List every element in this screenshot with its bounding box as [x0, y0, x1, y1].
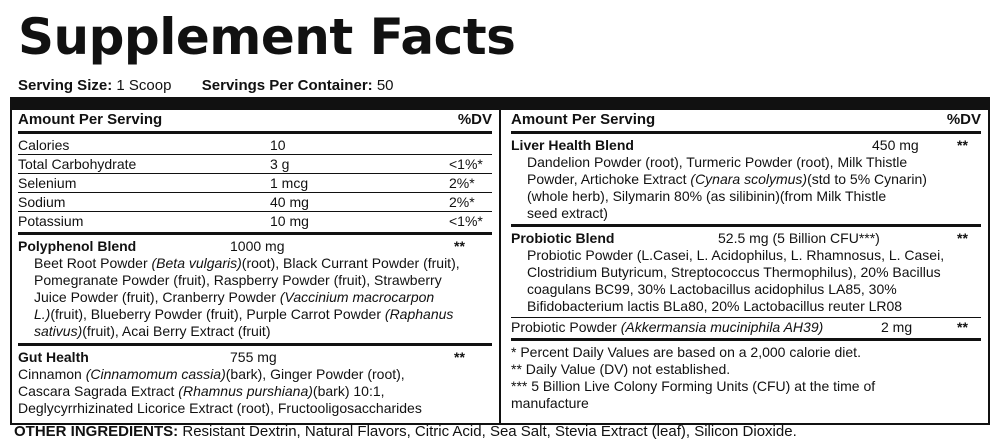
nutrient-row: [18, 136, 492, 155]
ingredient-line: Probiotic Powder (L.Casei, L. Acidophilus, L. Rhamnosus, L. Casei,: [527, 247, 945, 263]
probiotic-blend-dv: **: [957, 230, 968, 246]
probiotic-blend: [511, 230, 981, 315]
ingredient-line: Deglycyrrhizinated Licorice Extract (root), Fructooligosaccharides: [18, 400, 422, 416]
footnote: *** 5 Billion Live Colony Forming Units (CFU) at the time of: [511, 378, 876, 394]
gut-health-amount: 755 mg: [230, 349, 277, 365]
footnotes: [511, 344, 981, 412]
column-divider: [499, 108, 501, 425]
gut-health-dv: **: [454, 349, 465, 365]
polyphenol-blend-ingredients: [18, 255, 492, 340]
dv-heading: %DV: [946, 111, 981, 128]
amount-per-serving-heading: Amount Per Serving: [511, 111, 656, 128]
nutrient-amount: 10: [270, 137, 286, 153]
left-header: [18, 110, 492, 130]
section-rule: [511, 224, 981, 227]
section-rule: [18, 232, 492, 235]
other-ingredients-label: OTHER INGREDIENTS:: [14, 423, 179, 440]
polyphenol-blend-name: Polyphenol Blend: [18, 238, 137, 254]
nutrient-dv: <1%*: [449, 156, 483, 172]
ingredient-line: Cinnamon (Cinnamomum cassia)(bark), Ginger Powder (root),: [18, 366, 405, 382]
polyphenol-blend-dv: **: [454, 238, 465, 254]
other-ingredients: [14, 422, 797, 442]
ingredient-line: sativus)(fruit), Acai Berry Extract (fruit): [34, 323, 271, 339]
servings-per-container-value: 50: [376, 77, 394, 94]
nutrient-row: [18, 193, 492, 212]
nutrient-amount: 1 mcg: [270, 175, 309, 191]
footnote: ** Daily Value (DV) not established.: [511, 361, 731, 377]
liver-health-blend: [511, 137, 981, 222]
serving-size-value: 1 Scoop: [116, 77, 172, 94]
nutrient-row: [18, 155, 492, 174]
header-rule: [18, 131, 492, 134]
right-header: [511, 110, 981, 130]
section-rule: [511, 338, 981, 341]
akkermansia-species: (Akkermansia muciniphila AH39): [620, 319, 824, 335]
ingredient-line: Pomegranate Powder (fruit), Raspberry Powder (fruit), Strawberry: [34, 272, 442, 288]
row-rule: [511, 317, 981, 318]
nutrient-amount: 10 mg: [270, 213, 309, 229]
gut-health-name: Gut Health: [18, 349, 89, 365]
ingredient-line: Dandelion Powder (root), Turmeric Powder (root), Milk Thistle: [527, 154, 908, 170]
liver-health-name: Liver Health Blend: [511, 137, 634, 153]
nutrient-row: [18, 212, 492, 230]
nutrient-dv: <1%*: [449, 213, 483, 229]
akkermansia-dv: **: [957, 319, 968, 335]
serving-size-label: Serving Size:: [18, 77, 113, 94]
top-rule: [10, 97, 990, 108]
liver-health-ingredients: [511, 154, 981, 222]
nutrient-dv: 2%*: [449, 194, 475, 210]
ingredient-line: Powder, Artichoke Extract (Cynara scolymus)(std to 5% Cynarin): [527, 171, 927, 187]
nutrient-amount: 40 mg: [270, 194, 309, 210]
ingredient-line: Beet Root Powder (Beta vulgaris)(root), Black Currant Powder (fruit),: [34, 255, 460, 271]
dv-heading: %DV: [457, 111, 492, 128]
footnote: * Percent Daily Values are based on a 2,000 calorie diet.: [511, 344, 861, 360]
ingredient-line: Juice Powder (fruit), Cranberry Powder (Vaccinium macrocarpon: [34, 289, 435, 305]
left-column: [18, 110, 492, 417]
probiotic-blend-ingredients: [511, 247, 981, 315]
page-title: Supplement Facts: [18, 8, 516, 66]
ingredient-line: Cascara Sagrada Extract (Rhamnus purshiana)(bark) 10:1,: [18, 383, 385, 399]
amount-per-serving-heading: Amount Per Serving: [18, 111, 163, 128]
right-column: [511, 110, 981, 412]
akkermansia-amount: 2 mg: [881, 319, 913, 335]
serving-info: [18, 77, 394, 95]
header-rule: [511, 131, 981, 134]
nutrient-name: Sodium: [18, 194, 66, 210]
liver-health-dv: **: [957, 137, 968, 153]
akkermansia-name: Probiotic Powder: [511, 319, 621, 335]
gut-health-blend: [18, 349, 492, 417]
nutrient-name: Total Carbohydrate: [18, 156, 137, 172]
nutrient-table: [18, 136, 492, 230]
ingredient-line: L.)(fruit), Blueberry Powder (fruit), Purple Carrot Powder (Raphanus: [34, 306, 454, 322]
nutrient-name: Selenium: [18, 175, 77, 191]
nutrient-name: Potassium: [18, 213, 84, 229]
ingredient-line: coagulans BC99, 30% Lactobacillus acidophilus LA85, 30%: [527, 281, 897, 297]
ingredient-line: (whole herb), Silymarin 80% (as silibinin)(from Milk Thistle: [527, 188, 887, 204]
ingredient-line: Bifidobacterium lactis BLa80, 20% Lactobacillus reuter LR08: [527, 298, 903, 314]
nutrient-row: [18, 174, 492, 193]
akkermansia-row: [511, 319, 981, 337]
polyphenol-blend-amount: 1000 mg: [230, 238, 285, 254]
liver-health-amount: 450 mg: [872, 137, 919, 153]
nutrient-dv: 2%*: [449, 175, 475, 191]
probiotic-blend-name: Probiotic Blend: [511, 230, 615, 246]
ingredient-line: seed extract): [527, 205, 608, 221]
servings-per-container-label: Servings Per Container:: [201, 77, 373, 94]
polyphenol-blend: [18, 238, 492, 340]
section-rule: [18, 343, 492, 346]
ingredient-line: Clostridium Butyricum, Streptococcus Thermophilus), 20% Bacillus: [527, 264, 941, 280]
other-ingredients-value: Resistant Dextrin, Natural Flavors, Citric Acid, Sea Salt, Stevia Extract (leaf), Silicon Dioxide.: [178, 423, 797, 440]
footnote: manufacture: [511, 395, 589, 411]
nutrient-amount: 3 g: [270, 156, 290, 172]
gut-health-ingredients: [18, 366, 492, 417]
nutrient-name: Calories: [18, 137, 70, 153]
probiotic-blend-amount: 52.5 mg (5 Billion CFU***): [718, 230, 880, 246]
